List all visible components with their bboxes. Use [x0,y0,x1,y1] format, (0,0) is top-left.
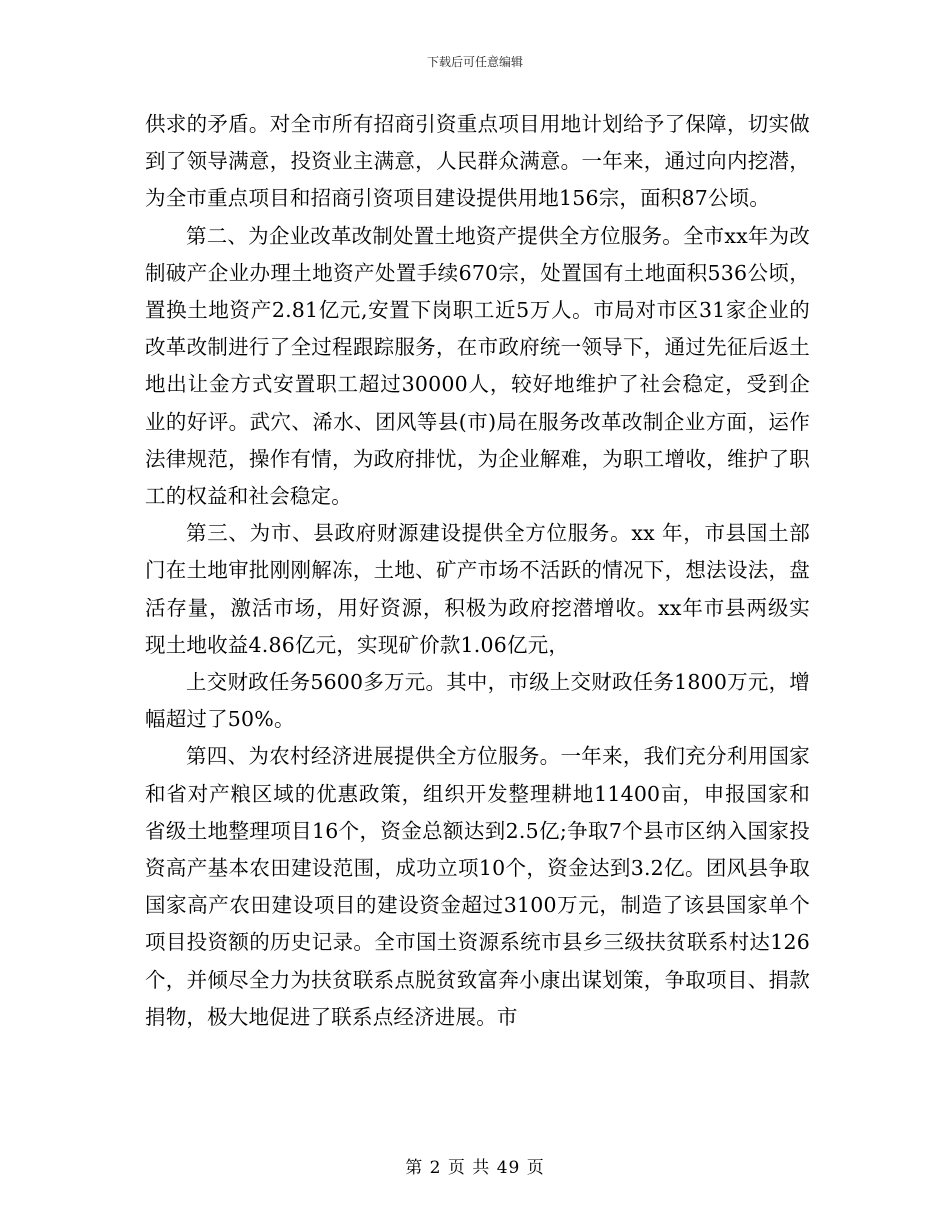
paragraph: 上交财政任务5600多万元。其中，市级上交财政任务1800万元，增幅超过了50%。 [145,670,810,732]
page-footer: 第 2 页 共 49 页 [405,1158,545,1178]
paragraph: 第三、为市、县政府财源建设提供全方位服务。xx 年，市县国土部门在土地审批刚刚解冻，土地、矿产市场不活跃的情况下，想法设法，盘活存量，激活市场，用好资源，积极为政府挖潜增收。xx年市县两级实现土地收益4.86亿元，实现矿价款1.06亿元， [145,521,810,657]
paragraph: 第二、为企业改革改制处置土地资产提供全方位服务。全市xx年为改制破产企业办理土地资产处置手续670宗，处置国有土地面积536公顷，置换土地资产2.81亿元,安置下岗职工近5万人。市局对市区31家企业的改革改制进行了全过程跟踪服务，在市政府统一领导下，通过先征后返土地出让金方式安置职工超过30000人，较好地维护了社会稳定，受到企业的好评。武穴、浠水、团风等县(市)局在服务改革改制企业方面，运作法律规范，操作有情，为政府排忧，为企业解难，为职工增收，维护了职工的权益和社会稳定。 [145,223,810,509]
paragraph: 供求的矛盾。对全市所有招商引资重点项目用地计划给予了保障，切实做到了领导满意，投资业主满意，人民群众满意。一年来，通过向内挖潜，为全市重点项目和招商引资项目建设提供用地156宗，面积87公顷。 [145,112,810,211]
paragraph: 第四、为农村经济进展提供全方位服务。一年来，我们充分利用国家和省对产粮区域的优惠政策，组织开发整理耕地11400亩，申报国家和省级土地整理项目16个，资金总额达到2.5亿;争取7个县市区纳入国家投资高产基本农田建设范围，成功立项10个，资金达到3.2亿。团风县争取国家高产农田建设项目的建设资金超过3100万元，制造了该县国家单个项目投资额的历史记录。全市国土资源系统市县乡三级扶贫联系村达126个，并倾尽全力为扶贫联系点脱贫致富奔小康出谋划策，争取项目、捐款捐物，极大地促进了联系点经济进展。市 [145,744,810,1029]
page-header: 下载后可任意编辑 [426,55,523,69]
document-body [145,106,810,1036]
